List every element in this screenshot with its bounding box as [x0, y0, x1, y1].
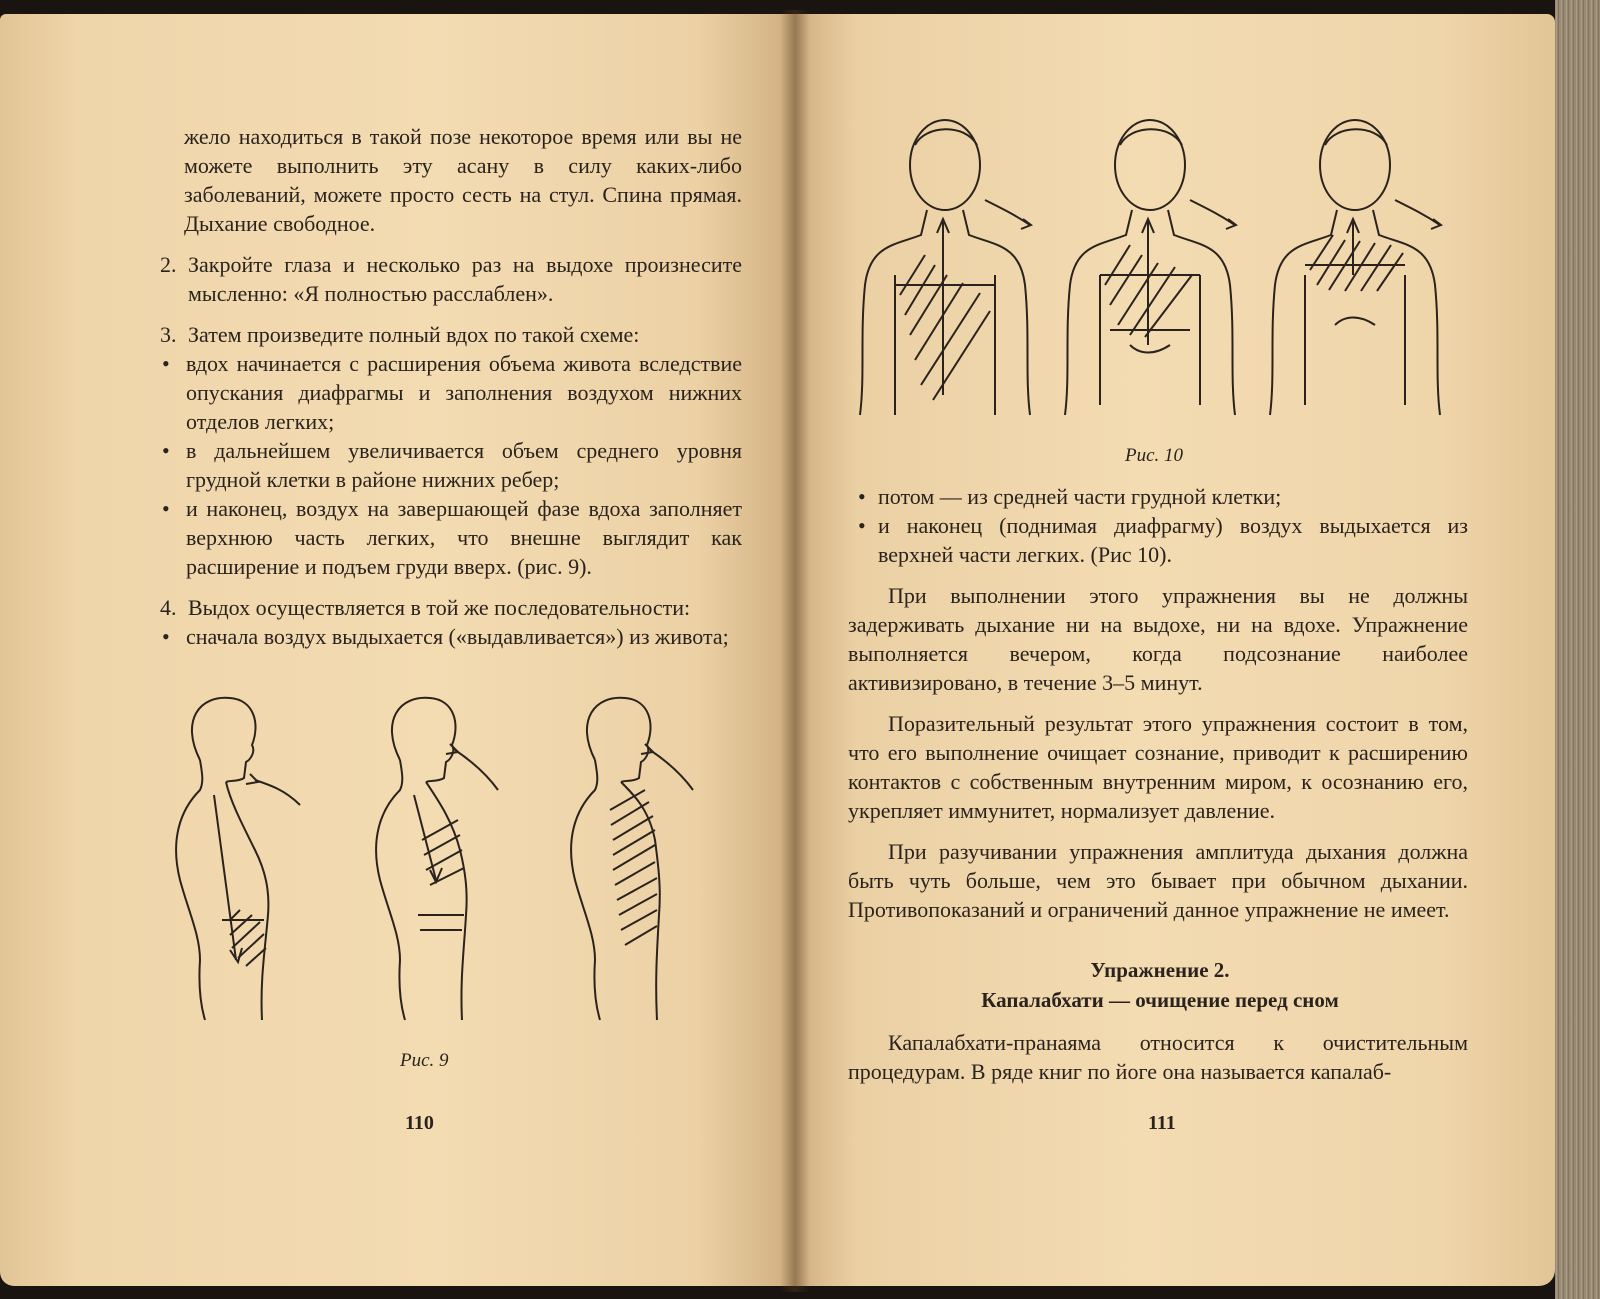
list-item: • вдох начинается с расширения объема живота вследствие опускания диафрагмы и заполнения воздухом нижних отделов легких;	[162, 351, 742, 434]
step-2: 2. Закройте глаза и несколько раз на выдохе произнесите мысленно: «Я полностью расслаблен».	[160, 252, 742, 306]
step-4: 4. Выдох осуществляется в той же последовательности:	[160, 595, 691, 620]
list-item: • сначала воздух выдыхается («выдавливается») из живота;	[162, 624, 729, 649]
right-page-number: 111	[1148, 1112, 1176, 1134]
figure-10-person-1	[860, 120, 1031, 415]
figure-10-person-3	[1270, 120, 1441, 415]
left-page-number: 110	[405, 1112, 434, 1134]
list-item: • и наконец (поднимая диафрагму) воздух выдыхается из верхней части легких. (Рис 10).	[858, 513, 1468, 567]
heading-line-2: Капалабхати — очищение перед сном	[981, 988, 1339, 1012]
right-page-text-2	[848, 1028, 1468, 1086]
right-page-text	[848, 482, 1468, 924]
paragraph: Капалабхати-пранаяма относится к очистительным процедурам. В ряде книг по йоге она называется капалаб-	[848, 1030, 1468, 1084]
figure-10-person-2	[1065, 120, 1236, 415]
book-gutter	[780, 10, 810, 1292]
figure-9-caption: Рис. 9	[400, 1050, 449, 1071]
left-page-text	[160, 122, 742, 651]
figure-10-caption: Рис. 10	[1125, 445, 1184, 466]
heading-line-1: Упражнение 2.	[1090, 958, 1230, 982]
list-item: • в дальнейшем увеличивается объем среднего уровня грудной клетки в районе нижних ребер;	[162, 438, 742, 492]
list-item: • и наконец, воздух на завершающей фазе вдоха заполняет верхнюю часть легких, что внешне выглядит как расширение и подъем груди вверх. (рис. 9).	[162, 496, 742, 579]
figure-9-person-1	[176, 698, 300, 1020]
paragraph: При выполнении этого упражнения вы не должны задерживать дыхание ни на выдохе, ни на вдохе. Упражнение выполняется вечером, когда подсознание наиболее активизировано, в течение 3–5 минут.	[848, 583, 1468, 695]
paragraph: Поразительный результат этого упражнения состоит в том, что его выполнение очищает сознание, приводит к расширению контактов с собственным внутренним миром, к осознанию его, укрепляет иммунитет, нормализует давление.	[848, 711, 1468, 823]
section-heading	[855, 955, 1465, 1015]
figure-9-person-2	[376, 698, 498, 1020]
figure-9-illustration	[160, 690, 720, 1030]
page-edges	[1555, 0, 1600, 1299]
list-item: • потом — из средней части грудной клетки;	[858, 484, 1282, 509]
step-3: 3. Затем произведите полный вдох по такой схеме:	[160, 322, 640, 347]
paragraph: При разучивании упражнения амплитуда дыхания должна быть чуть больше, чем это бывает при обычном дыхании. Противопоказаний и ограничений данное упражнение не имеет.	[848, 839, 1468, 922]
intro-paragraph: жело находиться в такой позе некоторое время или вы не можете выполнить эту асану в силу каких-либо заболеваний, можете просто сесть на стул. Спина прямая. Дыхание свободное.	[184, 124, 742, 236]
figure-9-person-3	[571, 698, 693, 1020]
figure-10-illustration	[855, 115, 1455, 430]
